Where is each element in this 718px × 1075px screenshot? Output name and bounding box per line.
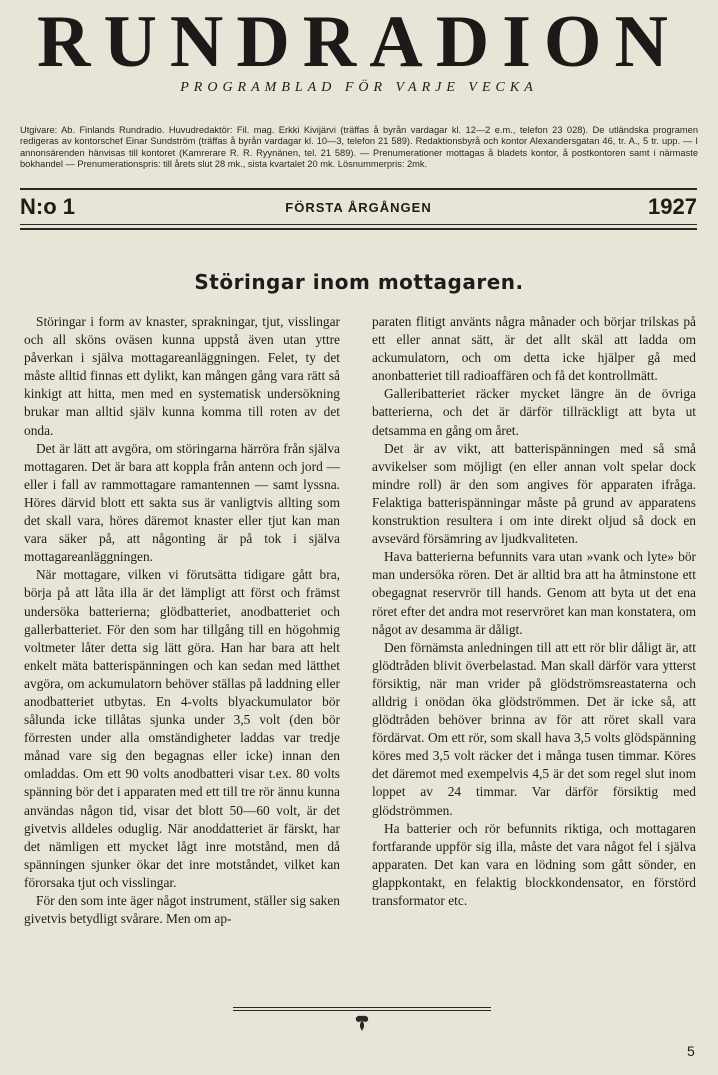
volume-label: FÖRSTA ÅRGÅNGEN: [285, 200, 432, 215]
paragraph: Hava batterierna befunnits vara utan »vank och lyte» bör man undersöka rören. Det är alltid bra att ha åtminstone ett obegagnat reservrör till hands. Genom att byta ut det ena röret efter det andra mot reservröret kan man konstatera, om något av desamma är dåligt.: [372, 549, 696, 637]
footer-rule: [233, 1010, 491, 1011]
paragraph: Det är av vikt, att batterispänningen med så små avvikelser som möjligt (en eller annan volt spelar dock mindre roll) är den som angives för apparaten ifråga. Felaktiga batterispänningar måste på grund av apparatens konstruktion resultera i om inte direkt oljud så dock en avsevärd försämring av ljudkvaliteten.: [372, 440, 696, 547]
header-divider-top: [20, 188, 697, 190]
article-headline: Störingar inom mottagaren.: [194, 270, 524, 294]
paragraph: Ha batterier och rör befunnits riktiga, och mottagaren fortfarande uppför sig illa, måste det vara något fel i själva apparaten. Det kan vara en lödning som gått sönder, en glappkontakt, en felaktig blockkondensator, en förstörd transformator etc.: [372, 820, 696, 908]
footer-rule: [233, 1007, 491, 1008]
issue-year: 1927: [648, 194, 697, 219]
paragraph: Det är lätt att avgöra, om störingarna härröra från själva mottagaren. Det är bara att koppla från antenn och jord — eller i fall av rammottagare ramantennen — samt lyssna. Höres därvid blott ett sakta sus är vanligtvis allting som det skall vara, höres däremot knaster eller tjut kan man vara säker på, att någonting är på tok i själva mottagareanläggningen.: [24, 440, 340, 565]
masthead-subtitle: PROGRAMBLAD FÖR VARJE VECKA: [180, 80, 538, 95]
article-column-right: [372, 313, 696, 910]
header-divider-bottom-1: [20, 224, 697, 225]
issue-info-row: [20, 194, 697, 224]
header-divider-bottom-2: [20, 228, 697, 230]
paragraph: Galleribatteriet räcker mycket längre än de övriga batterierna, och det är därför tillräckligt att byta ut detsamma en gång om året.: [372, 386, 696, 438]
page-number: 5: [687, 1043, 695, 1059]
paragraph: Störingar i form av knaster, sprakningar, tjut, visslingar och all sköns oväsen kunna uppstå även utan yttre påverkan i själva mottagareanläggningen. Felet, ty det måste alltid finnas ett dylikt, kan mången gång vara rätt så kinkigt att hitta, men med en systematisk undersökning brukar man alltid själv kunna komma till roten av det onda.: [24, 314, 340, 438]
issue-number: N:o 1: [20, 194, 75, 219]
fleuron-icon: [352, 1014, 372, 1032]
article-column-left: [24, 313, 340, 928]
paragraph: Den förnämsta anledningen till att ett rör blir dåligt är, att glödtråden blivit överbelastad. Man skall därför vara ytterst försiktig, när man vrider på glödströmsreastaterna och alldrig i onödan öka glödströmmen. Det är icke så, att glödtråden behöver brinna av för att röret skall vara fördärvat. Om ett rör, som skall hava 3,5 volts glödspänning köres med 3,5 volt räcker det i många tusen timmar. Köres det däremot med exempelvis 4,5 är det som regel slut inom loppet av 24 timmar. Var därför försiktig med glödströmmen.: [372, 639, 696, 818]
imprint-text: Utgivare: Ab. Finlands Rundradio. Huvudredaktör: Fil. mag. Erkki Kivijärvi (träffas å byrån vardagar kl. 12—2 e.m., telefon 23 028). De utländska programen redigeras av kontorschef Einar Sundström (träffas å byrån vardagar kl. 10—3, telefon 21 589). Redaktionsbyrå och kontor Alexandersgatan 46, tr. A., 5 tr. upp. — I annonsärenden hänvisas till kontoret (Kamrerare R. R. Ryynänen, tel. 21 589). — Prenumerationer mottagas å bladets kontor, å postkontoren samt i närmaste bokhandel — Prenumerationspris: till årets slut 28 mk., sista kvartalet 20 mk. Lösnummerpris: 2mk.: [20, 125, 698, 170]
paragraph: paraten flitigt använts några månader och börjar trilskas på ett eller annat sätt, är det allt skäl att ladda om ackumulatorn, och om detta icke hjälper gå med anonbatteriet till radioaffären och få det kontrollmätt.: [372, 314, 696, 384]
paragraph: För den som inte äger något instrument, ställer sig saken givetvis betydligt svårare. Men om ap-: [24, 893, 340, 927]
masthead-title: RUNDRADION: [37, 1, 681, 83]
paragraph: När mottagare, vilken vi förutsätta tidigare gått bra, börja på att låta illa är det lämpligt att först och främst undersöka batterierna; glödbatteriet, anodbatteriet och gallerbatteriet. För den som har tillgång till en högohmig voltmeter låter detta sig lätt göra. Han har bara att helt enkelt mäta batterispänningen och kan sedan med lätthet avgöra, om ackumulatorn behöver ställas på laddning eller anodbatteriet utbytas. En 4-volts blyackumulator bör sålunda icke tillåtas sjunka under 3,5 volt (den bör förresten under alla omständigheter laddas var tredje månad vare sig den begagnas eller icke) innan den omladdas. Om ett 90 volts anodbatteri visar t.ex. 80 volts spänning bör det i apparaten med ett till tre rör ännu kunna användas någon tid, visar det blott 50—60 volt, är det givetvis alldeles oduglig. När anoddatteriet är färskt, har det nämligen ett mycket lågt inre motstånd, men då spänningen sjunker ökar det inre motståndet, vilket kan förorsaka tjut och visslingar.: [24, 567, 340, 890]
